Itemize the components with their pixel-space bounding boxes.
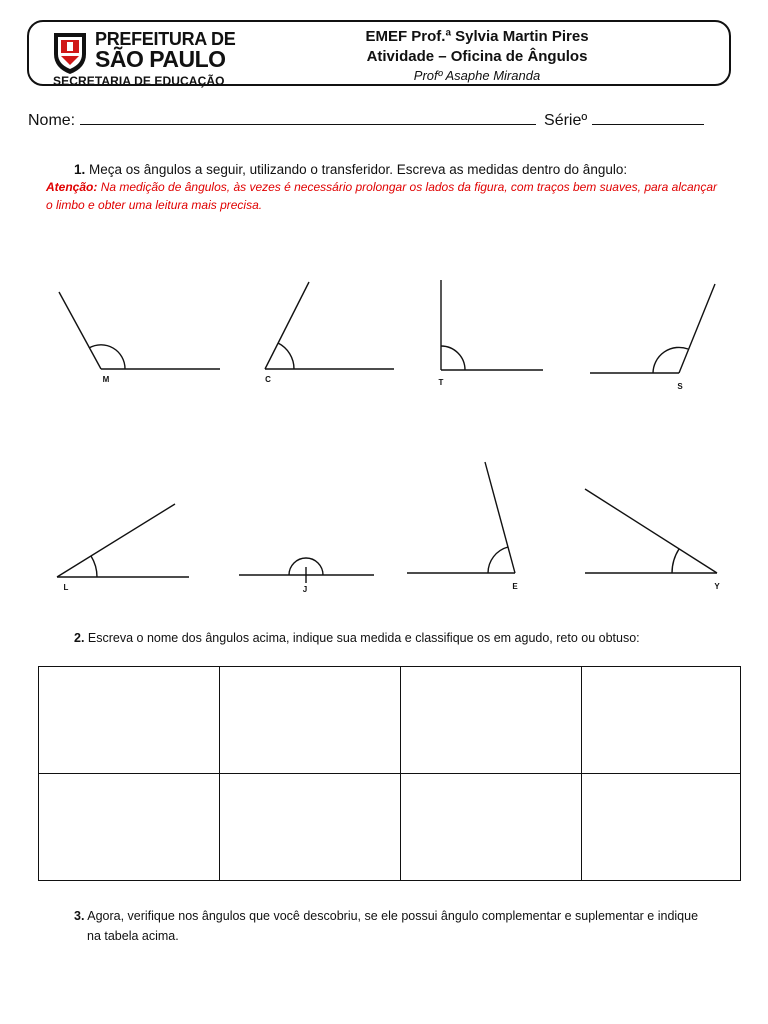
question-1-text: Meça os ângulos a seguir, utilizando o transferidor. Escreva as medidas dentro do ângulo: (89, 162, 628, 177)
answer-table (38, 666, 741, 881)
question-1-number: 1. (74, 162, 86, 177)
question-3-number: 3. (74, 909, 85, 923)
activity-title: Atividade – Oficina de Ângulos (366, 48, 588, 65)
angle-l (57, 504, 189, 577)
angle-label-c: C (265, 375, 271, 384)
question-2 (74, 631, 640, 645)
answer-cell[interactable] (220, 667, 401, 774)
angle-label-t: T (438, 378, 444, 387)
angle-label-y: Y (714, 582, 720, 591)
angle-s (590, 284, 715, 373)
angle-e (407, 462, 515, 573)
question-3-line-1 (74, 906, 734, 926)
warning-label: Atenção: (46, 180, 98, 194)
table-row (39, 774, 741, 881)
name-label: Nome: (28, 112, 76, 129)
grade-label: Sérieº (544, 112, 588, 129)
logo-line-3: SECRETARIA DE EDUCAÇÃO (53, 74, 225, 88)
answer-cell[interactable] (401, 774, 582, 881)
answer-cell[interactable] (582, 774, 741, 881)
logo-line-2: SÃO PAULO (95, 46, 226, 72)
angle-label-m: M (102, 375, 110, 384)
angle-m (59, 292, 220, 369)
question-3-text-1: Agora, verifique nos ângulos que você descobriu, se ele possui ângulo complementar e suplementar e indique (87, 909, 699, 923)
table-row (39, 667, 741, 774)
answer-cell[interactable] (401, 667, 582, 774)
question-3-text-2: na tabela acima. (87, 929, 179, 943)
answer-cell[interactable] (39, 774, 220, 881)
answer-cell[interactable] (582, 667, 741, 774)
angle-label-l: L (63, 583, 69, 592)
angle-t (441, 280, 543, 370)
angle-label-s: S (677, 382, 683, 391)
question-2-number: 2. (74, 631, 85, 645)
answer-cell[interactable] (220, 774, 401, 881)
angle-label-j: J (302, 585, 308, 594)
angle-j (239, 558, 374, 583)
angle-c (265, 282, 394, 369)
answer-cell[interactable] (39, 667, 220, 774)
angle-y (585, 489, 717, 573)
angle-label-e: E (512, 582, 518, 591)
teacher-name: Profº Asaphe Miranda (413, 68, 541, 83)
school-name: EMEF Prof.ª Sylvia Martin Pires (365, 28, 589, 45)
question-3 (74, 906, 734, 946)
warning-text: Na medição de ângulos, às vezes é necessário prolongar os lados da figura, com traços bem suaves, para alcançar o limbo e obter uma leitura mais precisa. (46, 180, 718, 212)
logo-line-1: PREFEITURA DE (95, 29, 236, 49)
question-2-text: Escreva o nome dos ângulos acima, indique sua medida e classifique os em agudo, reto ou obtuso: (87, 631, 640, 645)
